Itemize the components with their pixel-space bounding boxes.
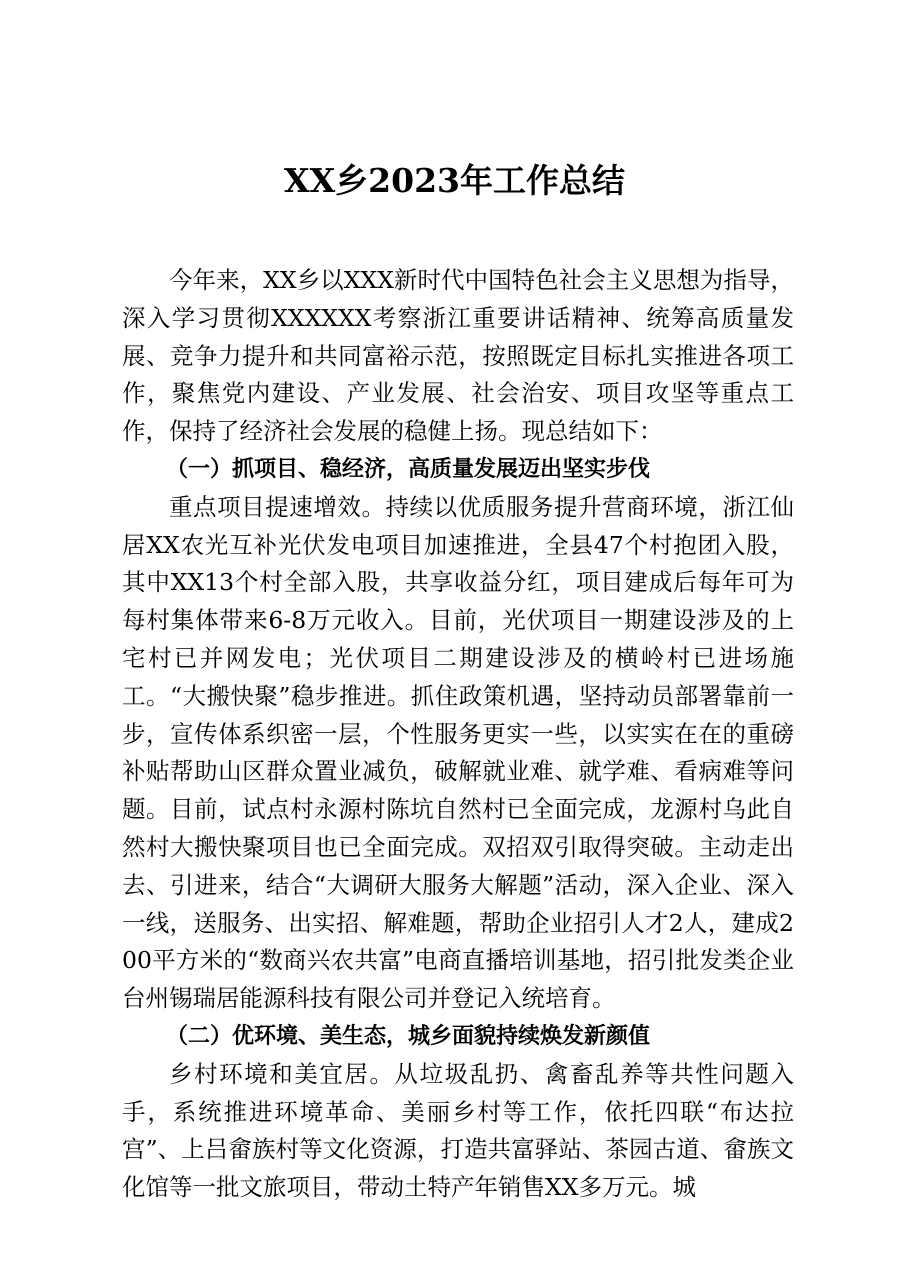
section-1-paragraph: 重点项目提速增效。持续以优质服务提升营商环境，浙江仙居XX农光互补光伏发电项目加速推进，全县47个村抱团入股，其中XX13个村全部入股，共享收益分红，项目建成后每年可为每村集体带来6-8万元收入。目前，光伏项目一期建设涉及的上宅村已并网发电；光伏项目二期建设涉及的横岭村已进场施工。“大搬快聚”稳步推进。抓住政策机遇，坚持动员部署靠前一步，宣传体系织密一层，个性服务更实一些，以实实在在的重磅补贴帮助山区群众置业减负，破解就业难、就学难、看病难等问题。目前，试点村永源村陈坑自然村已全面完成，龙源村乌此自然村大搬快聚项目也已全面完成。双招双引取得突破。主动走出去、引进来，结合“大调研大服务大解题”活动，深入企业、深入一线，送服务、出实招、解难题，帮助企业招引人才2人，建成200平方米的“数商兴农共富”电商直播培训基地，招引批发类企业台州锡瑞居能源科技有限公司并登记入统培育。 bbox=[122, 492, 794, 1013]
section-heading-1: （一）抓项目、稳经济，高质量发展迈出坚实步伐 bbox=[166, 456, 651, 482]
section-heading-2: （二）优环境、美生态，城乡面貌持续焕发新颜值 bbox=[166, 1023, 651, 1049]
intro-paragraph: 今年来，XX乡以XXX新时代中国特色社会主义思想为指导，深入学习贯彻XXXXXX考察浙江重要讲话精神、统筹高质量发展、竞争力提升和共同富裕示范，按照既定目标扎实推进各项工作，聚焦党内建设、产业发展、社会治安、项目攻坚等重点工作，保持了经济社会发展的稳健上扬。现总结如下： bbox=[122, 266, 794, 446]
document-body bbox=[122, 262, 794, 1207]
section-2-paragraph: 乡村环境和美宜居。从垃圾乱扔、禽畜乱养等共性问题入手，系统推进环境革命、美丽乡村等工作，依托四联“布达拉宫”、上吕畲族村等文化资源，打造共富驿站、茶园古道、畲族文化馆等一批文旅项目，带动土特产年销售XX多万元。城 bbox=[122, 1059, 794, 1202]
document-title: XX乡2023年工作总结 bbox=[283, 161, 626, 200]
